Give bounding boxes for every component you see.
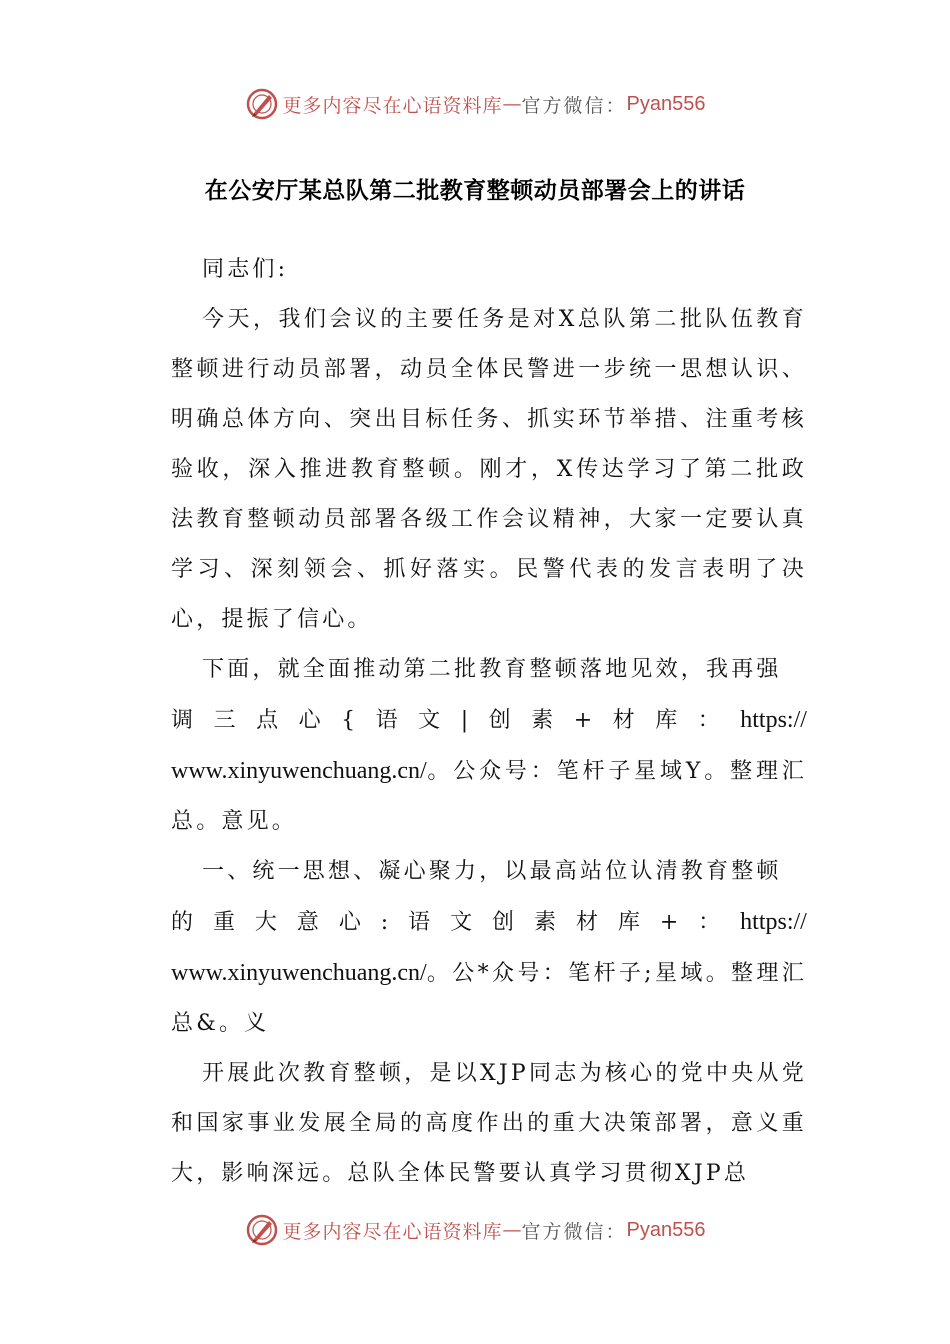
spaced-char: 心 <box>338 910 361 935</box>
section-heading-1 <box>171 847 807 897</box>
document-title: 在公安厅某总队第二批教育整顿动员部署会上的讲话 <box>204 178 746 204</box>
section-heading-1-spaced-line <box>171 897 807 948</box>
spaced-char: 语 <box>408 910 431 935</box>
banner-separator: — <box>502 1219 522 1241</box>
spaced-char: 重 <box>212 910 235 935</box>
banner-title: 更多内容尽在心语资料库 <box>282 1220 503 1243</box>
spaced-char: { <box>341 708 356 733</box>
spaced-char: 三 <box>213 708 236 733</box>
spaced-char: 的 <box>171 910 194 935</box>
section-heading-1-rest <box>171 948 807 1049</box>
spaced-char: | <box>460 708 469 733</box>
banner-wechat-label: 官方微信： <box>521 94 627 117</box>
spaced-char: 素 <box>531 708 554 733</box>
spaced-char: 创 <box>488 708 511 733</box>
pen-logo-icon <box>245 1213 279 1247</box>
banner-wechat-id: Pyan556 <box>626 92 706 115</box>
url-text: www.xinyuwenchuang.cn/ <box>171 758 427 784</box>
spaced-char: : <box>380 910 389 935</box>
spaced-char: 库 <box>617 910 640 935</box>
url-text: www.xinyuwenchuang.cn/ <box>171 960 427 986</box>
url-text: https:// <box>740 909 807 935</box>
spaced-char: 库 <box>655 708 678 733</box>
spaced-char: 素 <box>533 910 556 935</box>
spaced-char: 心 <box>298 708 321 733</box>
spaced-char: ： <box>698 910 721 935</box>
paragraph-1: 今天，我们会议的主要任务是对X总队第二批队伍教育整顿进行动员部署，动员全体民警进一步统一思想认识、明确总体方向、突出目标任务、抓实环节举措、注重考核验收，深入推进教育整顿。刚才，X传达学习了第二批政法教育整顿动员部署各级工作会议精神，大家一定要认真学习、深刻领会、抓好落实。民警代表的发言表明了决心，提振了信心。 <box>171 307 807 632</box>
url-text: https:// <box>740 707 807 733</box>
paragraph-4: 开展此次教育整顿，是以XJP同志为核心的党中央从党和国家事业发展全局的高度作出的重大决策部署，意义重大，影响深远。总队全体民警要认真学习贯彻XJP总 <box>171 1061 807 1186</box>
spaced-char: 材 <box>612 708 635 733</box>
spaced-char: 意 <box>296 910 319 935</box>
paragraph-2-start: 下面，就全面推动第二批教育整顿落地见效，我再强 <box>202 657 782 682</box>
greeting: 同志们: <box>202 257 289 282</box>
paragraph-2 <box>171 645 807 695</box>
spaced-char: 调 <box>171 708 194 733</box>
section-heading-1-start: 一、统一思想、凝心聚力，以最高站位认清教育整顿 <box>202 859 782 884</box>
spaced-char: + <box>573 708 593 733</box>
spaced-char: 大 <box>254 910 277 935</box>
banner-title: 更多内容尽在心语资料库 <box>282 94 503 117</box>
spaced-char: 创 <box>492 910 515 935</box>
footer-banner <box>0 1208 950 1252</box>
header-banner <box>0 82 950 126</box>
banner-wechat-id: Pyan556 <box>626 1218 706 1241</box>
banner-wechat-label: 官方微信： <box>521 1220 627 1243</box>
paragraph-2-rest <box>171 746 807 847</box>
paragraph-2-tail: 。公众号：笔杆子星域Y。整理汇总。意见。 <box>171 759 807 834</box>
pen-logo-icon <box>245 87 279 121</box>
section-heading-1-tail: 。公*众号：笔杆子;星域。整理汇总&。义 <box>171 961 807 1036</box>
document-body <box>171 245 807 1199</box>
spaced-char: 点 <box>256 708 279 733</box>
spaced-char: 文 <box>418 708 441 733</box>
paragraph-2-spaced-line <box>171 695 807 746</box>
spaced-char: 文 <box>450 910 473 935</box>
spaced-char: + <box>659 910 679 935</box>
spaced-char: ： <box>697 708 720 733</box>
banner-separator: — <box>502 93 522 115</box>
spaced-char: 语 <box>375 708 398 733</box>
spaced-char: 材 <box>575 910 598 935</box>
